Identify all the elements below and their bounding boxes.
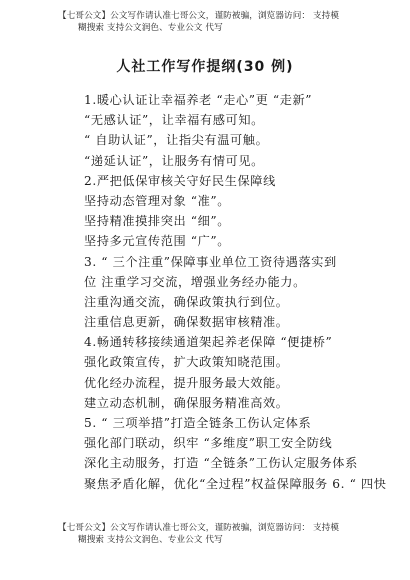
text-line: “递延认证”，让服务有情可见。	[84, 153, 264, 168]
header-banner-line-2: 糊搜索 支持公文润色、专业公文 代写	[78, 23, 223, 33]
header-watermark-banner	[58, 10, 358, 34]
document-body	[84, 90, 387, 494]
text-line: 位 注重学习交流，增强业务经办能力。	[84, 274, 306, 289]
text-line: “无感认证”，让幸福有感可知。	[84, 113, 264, 128]
text-line: 坚持多元宣传范围 “广”。	[84, 234, 231, 249]
text-line: 5. “ 三项举措”打造全链条工伤认定体系	[84, 416, 312, 430]
text-line: 3. “ 三个注重”保障事业单位工资待遇落实到	[84, 254, 337, 269]
footer-banner-line-1: 【七哥公文】公文写作请认准七哥公文，谨防被骗，浏览器访问： 支持模	[58, 523, 340, 533]
text-line: 坚持精准摸排突出 “细”。	[84, 214, 231, 229]
text-line: “ 自助认证”，让指尖有温可触。	[84, 133, 269, 148]
text-line: 注重沟通交流，确保政策执行到位。	[84, 294, 289, 309]
text-line: 建立动态机制，确保服务精准高效。	[84, 395, 289, 410]
header-banner-line-1: 【七哥公文】公文写作请认准七哥公文，谨防被骗，浏览器访问： 支持模	[58, 11, 340, 21]
text-line: 注重信息更新，确保数据审核精准。	[84, 315, 289, 330]
footer-banner-line-2: 糊搜索 支持公文润色、专业公文 代写	[78, 535, 223, 545]
text-line: 坚持动态管理对象 “准”。	[84, 193, 231, 208]
text-line: 4.畅通转移接续通道架起养老保障 “便捷桥”	[84, 335, 333, 350]
text-line: 强化部门联动，织牢 “多维度”职工安全防线	[84, 436, 333, 451]
footer-watermark-banner	[58, 522, 358, 546]
text-line: 聚焦矛盾化解，优化“全过程”权益保障服务 6. “ 四快	[84, 476, 387, 491]
text-line: 深化主动服务，打造 “全链条”工伤认定服务体系	[84, 456, 358, 471]
text-line: 1.暖心认证让幸福养老 “走心”更 “走新”	[84, 93, 313, 107]
text-line: 优化经办流程，提升服务最大效能。	[84, 375, 289, 390]
document-title: 人社工作写作提纲(30 例)	[116, 59, 294, 75]
text-line: 2.严把低保审核关守好民生保障线	[84, 173, 276, 188]
text-line: 强化政策宣传，扩大政策知晓范围。	[84, 355, 289, 370]
